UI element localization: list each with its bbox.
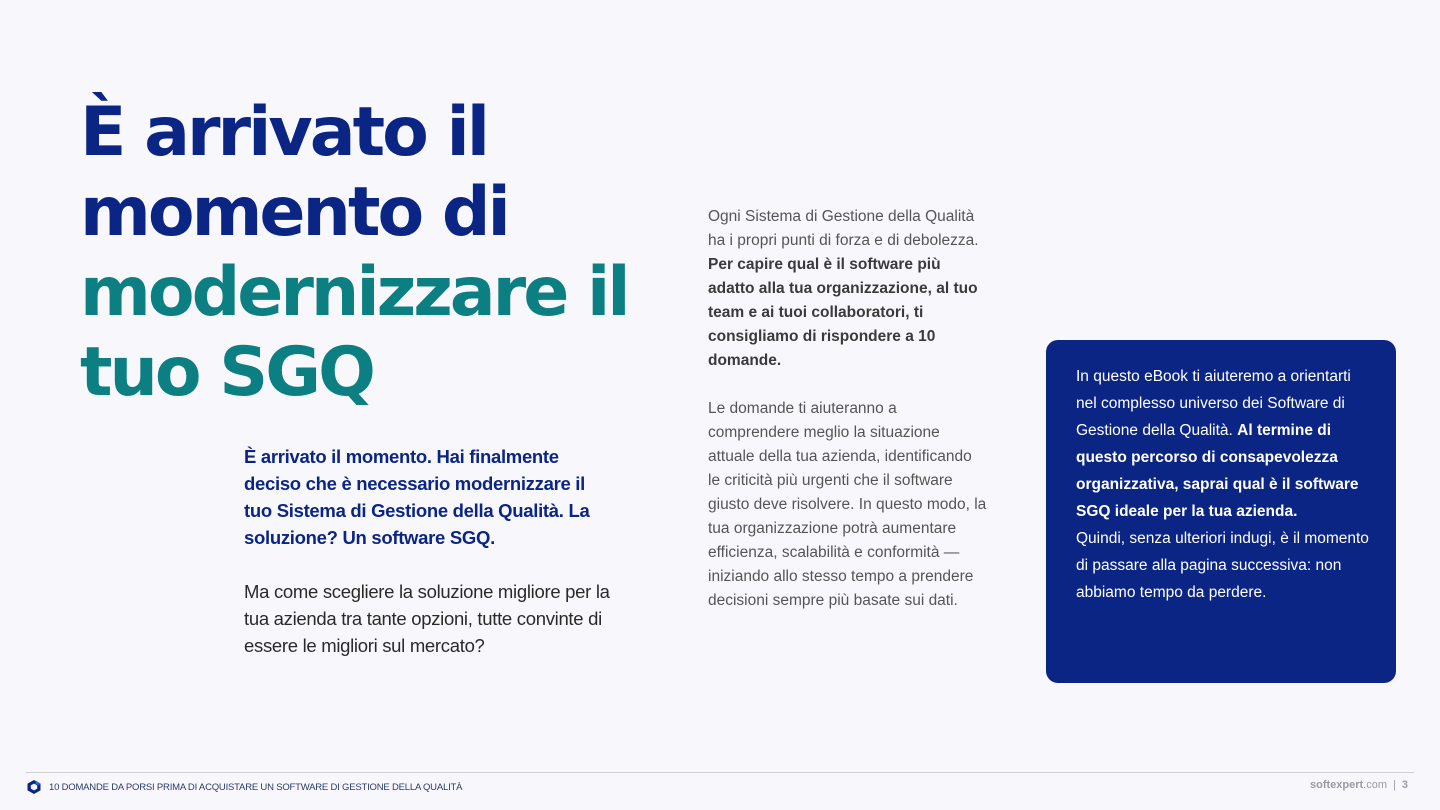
- middle-paragraph-1: [708, 205, 988, 373]
- footer-separator: |: [1393, 779, 1396, 791]
- card-paragraph: [1076, 363, 1370, 606]
- card-text-2: Quindi, senza ulteriori indugi, è il momento di passare alla pagina successiva: non abbiamo tempo da perdere.: [1076, 530, 1369, 601]
- softexpert-hexagon-logo-icon: [26, 779, 42, 795]
- card-bold-text: Al termine di questo percorso di consapevolezza organizzativa, saprai qual è il software SGQ ideale per la tua azienda.: [1076, 422, 1359, 520]
- card-text-1: In questo eBook ti aiuteremo a orientarti nel complesso universo dei Software di Gestione della Qualità.: [1076, 368, 1351, 439]
- footer-document-title: 10 DOMANDE DA PORSI PRIMA DI ACQUISTARE UN SOFTWARE DI GESTIONE DELLA QUALITÀ: [49, 781, 463, 793]
- brand-domain: .com: [1363, 779, 1388, 791]
- brand-name: softexpert: [1309, 779, 1364, 791]
- intro-question-paragraph: Ma come scegliere la soluzione migliore per la tua azienda tra tante opzioni, tutte convinte di essere le migliori sul mercato?: [244, 581, 610, 656]
- page-number: 3: [1401, 779, 1408, 791]
- footer-brand[interactable]: [1310, 779, 1387, 791]
- title-line-4: tuo SGQ: [80, 333, 373, 412]
- footer-right: [1310, 779, 1408, 791]
- page-title: [80, 93, 628, 413]
- footer-divider: [26, 772, 1414, 773]
- middle-column: [708, 205, 988, 613]
- intro-section: [244, 443, 614, 659]
- middle-p1-regular: Ogni Sistema di Gestione della Qualità ha i propri punti di forza e di debolezza.: [708, 208, 979, 249]
- title-line-2: momento di: [80, 173, 508, 252]
- highlight-card: [1046, 340, 1396, 683]
- intro-lead-paragraph: È arrivato il momento. Hai finalmente deciso che è necessario modernizzare il tuo Sistema di Gestione della Qualità. La soluzione? Un software SGQ.: [244, 446, 590, 548]
- title-line-1: È arrivato il: [80, 93, 488, 172]
- title-line-3: modernizzare il: [80, 253, 628, 332]
- middle-p1-bold: Per capire qual è il software più adatto alla tua organizzazione, al tuo team e ai tuoi collaboratori, ti consigliamo di rispondere a 10 domande.: [708, 256, 978, 369]
- footer-left: [26, 779, 462, 795]
- middle-paragraph-2: Le domande ti aiuteranno a comprendere meglio la situazione attuale della tua azienda, identificando le criticità più urgenti che il software giusto deve risolvere. In questo modo, la tua organizzazione potrà aumentare efficienza, scalabilità e conformità — iniziando allo stesso tempo a prendere decisioni sempre più basate sui dati.: [708, 400, 987, 609]
